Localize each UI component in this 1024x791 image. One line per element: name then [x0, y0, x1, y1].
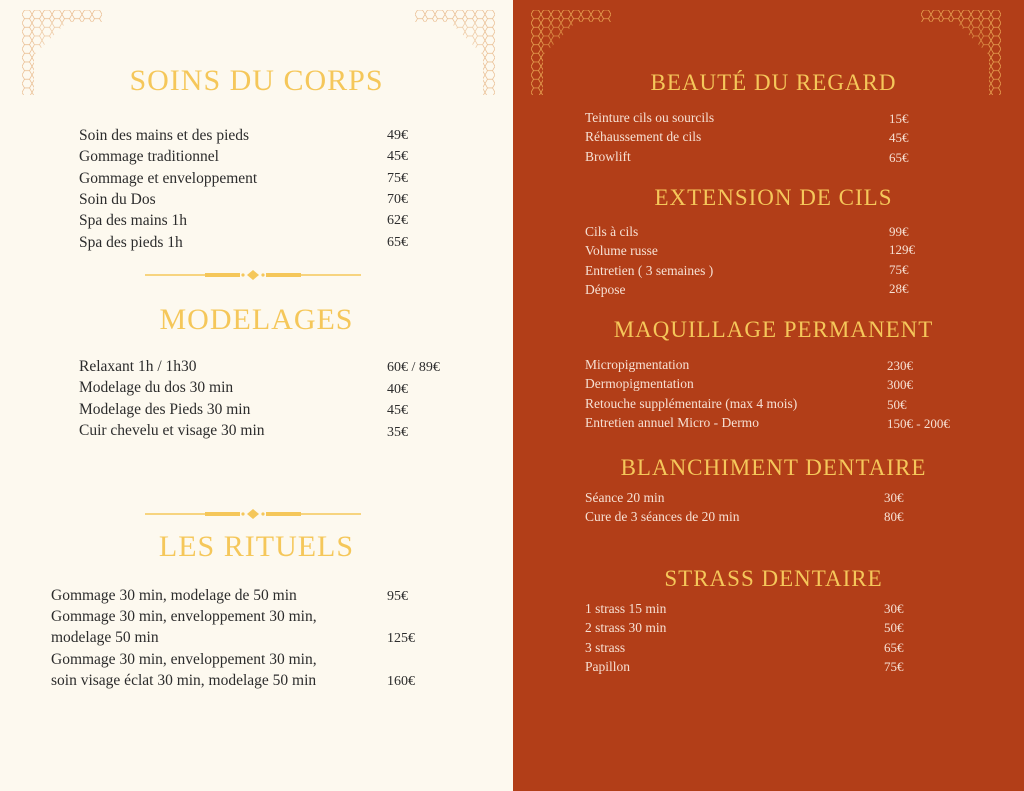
service-name: Gommage traditionnel	[79, 148, 219, 165]
service-name: Browlift	[585, 149, 631, 164]
ritual-price: 125€	[387, 631, 415, 646]
service-price: 28€	[889, 281, 909, 296]
service-price: 45€	[387, 403, 408, 418]
service-price: 50€	[884, 620, 904, 635]
service-price: 150€ - 200€	[887, 416, 950, 431]
section-title-maquillage-permanent: MAQUILLAGE PERMANENT	[613, 317, 934, 342]
service-name: Dermopigmentation	[585, 376, 694, 391]
ritual-description: Gommage 30 min, enveloppement 30 min,	[51, 651, 317, 668]
service-name: Entretien annuel Micro - Dermo	[585, 415, 759, 430]
service-price: 80€	[884, 509, 904, 524]
service-name: Papillon	[585, 659, 631, 674]
section-title-modelages: MODELAGES	[159, 303, 354, 336]
service-price: 65€	[889, 150, 909, 165]
service-name: Cuir chevelu et visage 30 min	[79, 422, 265, 439]
ritual-price: 95€	[387, 589, 408, 604]
service-price: 30€	[884, 490, 904, 505]
service-price: 99€	[889, 224, 909, 239]
section-title-blanchiment-dentaire: BLANCHIMENT DENTAIRE	[620, 455, 927, 480]
ritual-price: 160€	[387, 674, 415, 689]
section-title-beaute-regard: BEAUTÉ DU REGARD	[650, 70, 897, 95]
service-name: 3 strass	[585, 640, 626, 655]
service-name: 2 strass 30 min	[585, 620, 667, 635]
service-price: 65€	[387, 235, 408, 250]
service-name: Cils à cils	[585, 224, 639, 239]
section-title-strass-dentaire: STRASS DENTAIRE	[664, 566, 883, 591]
service-price: 49€	[387, 128, 408, 143]
service-name: Modelage des Pieds 30 min	[79, 401, 251, 418]
service-price: 60€ / 89€	[387, 360, 440, 375]
service-price: 300€	[887, 377, 913, 392]
service-price: 75€	[387, 171, 408, 186]
service-name: Retouche supplémentaire (max 4 mois)	[585, 396, 798, 411]
service-price: 45€	[387, 149, 408, 164]
ritual-description-cont: soin visage éclat 30 min, modelage 50 min	[51, 672, 317, 689]
service-name: 1 strass 15 min	[585, 601, 667, 616]
ornament-divider	[145, 270, 361, 280]
service-price: 50€	[887, 397, 907, 412]
section-title-soins-du-corps: SOINS DU CORPS	[129, 64, 384, 97]
service-name: Gommage et enveloppement	[79, 170, 258, 187]
service-name: Réhaussement de cils	[585, 129, 702, 144]
service-name: Cure de 3 séances de 20 min	[585, 509, 740, 524]
service-name: Micropigmentation	[585, 357, 690, 372]
service-price: 40€	[387, 382, 408, 397]
service-price: 45€	[889, 130, 909, 145]
service-price: 129€	[889, 242, 915, 257]
service-name: Spa des pieds 1h	[79, 234, 183, 251]
service-name: Soin du Dos	[79, 191, 156, 208]
service-name: Spa des mains 1h	[79, 212, 188, 229]
service-name: Entretien ( 3 semaines )	[585, 263, 714, 278]
ritual-description-cont: modelage 50 min	[51, 629, 159, 646]
service-price: 35€	[387, 425, 408, 440]
service-name: Modelage du dos 30 min	[79, 379, 234, 396]
service-name: Teinture cils ou sourcils	[585, 110, 715, 125]
service-name: Relaxant 1h / 1h30	[79, 358, 197, 375]
service-price: 70€	[387, 192, 408, 207]
service-price: 15€	[889, 111, 909, 126]
service-name: Séance 20 min	[585, 490, 665, 505]
section-title-rituels: LES RITUELS	[158, 530, 355, 563]
right-page	[513, 0, 1024, 791]
service-price: 75€	[884, 659, 904, 674]
service-name: Soin des mains et des pieds	[79, 127, 250, 144]
service-name: Dépose	[585, 282, 626, 297]
ornament-divider	[145, 509, 361, 519]
service-price: 65€	[884, 640, 904, 655]
service-name: Volume russe	[585, 243, 658, 258]
ritual-description: Gommage 30 min, modelage de 50 min	[51, 587, 297, 604]
service-price: 75€	[889, 262, 909, 277]
service-price: 62€	[387, 213, 408, 228]
service-price: 30€	[884, 601, 904, 616]
service-price: 230€	[887, 358, 913, 373]
section-title-extension-cils: EXTENSION DE CILS	[654, 185, 893, 210]
ritual-description: Gommage 30 min, enveloppement 30 min,	[51, 608, 317, 625]
